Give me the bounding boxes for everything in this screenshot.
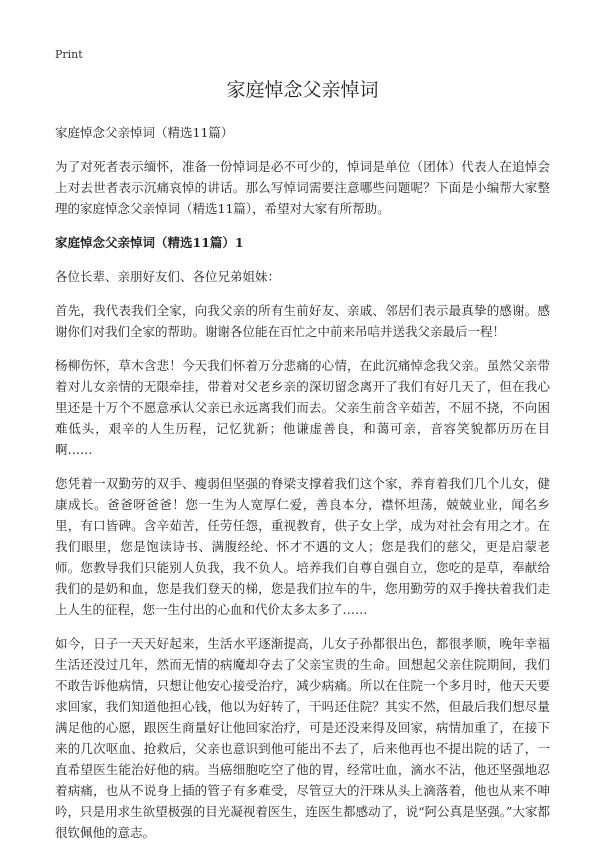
body-paragraph: 首先，我代表我们全家，向我父亲的所有生前好友、亲戚、邻居们表示最真挚的感谢。感谢你们对我们全家的帮助。谢谢各位能在百忙之中前来吊唁并送我父亲最后一程！	[55, 303, 550, 339]
document-subtitle: 家庭悼念父亲悼词（精选11篇）	[55, 125, 234, 140]
body-paragraph: 杨柳伤怀，草木含悲！今天我们怀着万分悲痛的心情，在此沉痛悼念我父亲。虽然父亲带着对儿女亲情的无限牵挂，带着对父老乡亲的深切留念离开了我们有好几天了，但在我心里还是十万个不愿意承认父亲已永远离我们而去。父亲生前含辛茹苦，不屈不挠，不向困难低头，艰辛的人生历程，记忆犹新；他谦虚善良，和蔼可亲，音容笑貌都历历在目啊……	[55, 358, 550, 457]
print-link[interactable]: Print	[55, 48, 83, 61]
body-paragraph: 您凭着一双勤劳的双手、瘦弱但坚强的脊梁支撑着我们这个家，养育着我们几个儿女，健康成长。爸爸呀爸爸！您一生为人宽厚仁爱，善良本分，襟怀坦荡，兢兢业业，闻名乡里，有口皆碑。含辛茹苦，任劳任怨，重视教育，供子女上学，成为对社会有用之才。在我们眼里，您是饱读诗书、满腹经纶、怀才不遇的文人；您是我们的慈父，更是启蒙老师。您教导我们只能别人负我，我不负人。培养我们自尊自强自立，您吃的是草，奉献给我们的是奶和血，您是我们登天的梯，您是我们拉车的牛，您用勤劳的双手搀扶着我们走上人生的征程，您一生付出的心血和代价太多太多了……	[55, 476, 550, 617]
document-title: 家庭悼念父亲悼词	[226, 79, 379, 101]
intro-paragraph: 为了对死者表示缅怀，准备一份悼词是必不可少的，悼词是单位（团体）代表人在追悼会上对去世者表示沉痛哀悼的讲话。那么写悼词需要注意哪些问题呢？下面是小编帮大家整理的家庭悼念父亲悼词（精选11篇），希望对大家有所帮助。	[55, 159, 550, 216]
salutation-paragraph: 各位长辈、亲朋好友们、各位兄弟姐妹：	[55, 269, 281, 284]
document-page	[55, 76, 550, 856]
body-paragraph: 如今，日子一天天好起来，生活水平逐渐提高，儿女子孙都很出色，都很孝顺，晚年幸福生活还没过几年，然而无情的病魔却夺去了父亲宝贵的生命。回想起父亲住院期间，我们不敢告诉他病情，只想让他安心接受治疗，减少病痛。所以在住院一个多月时，他天天要求回家，我们知道他担心钱，他以为好转了，干吗还住院？其实不然，但最后我们想尽量满足他的心愿，跟医生商量好让他回家治疗，可是还没来得及回家，病情加重了，在接下来的几次呕血、抢救后，父亲也意识到他可能出不去了，后来他再也不提出院的话了，一直希望医生能治好他的病。当癌细胞吃空了他的胃，经常吐血，滴水不沾，他还坚强地忍着病痛，也从不说身上插的管子有多难受，尽管豆大的汗珠从头上滴落着，他也从来不呻吟，只是用求生欲望极强的目光凝视着医生，连医生都感动了，说“阿公真是坚强。”大家都很钦佩他的意志。	[55, 636, 550, 840]
section-heading: 家庭悼念父亲悼词（精选11篇）1	[55, 235, 244, 250]
